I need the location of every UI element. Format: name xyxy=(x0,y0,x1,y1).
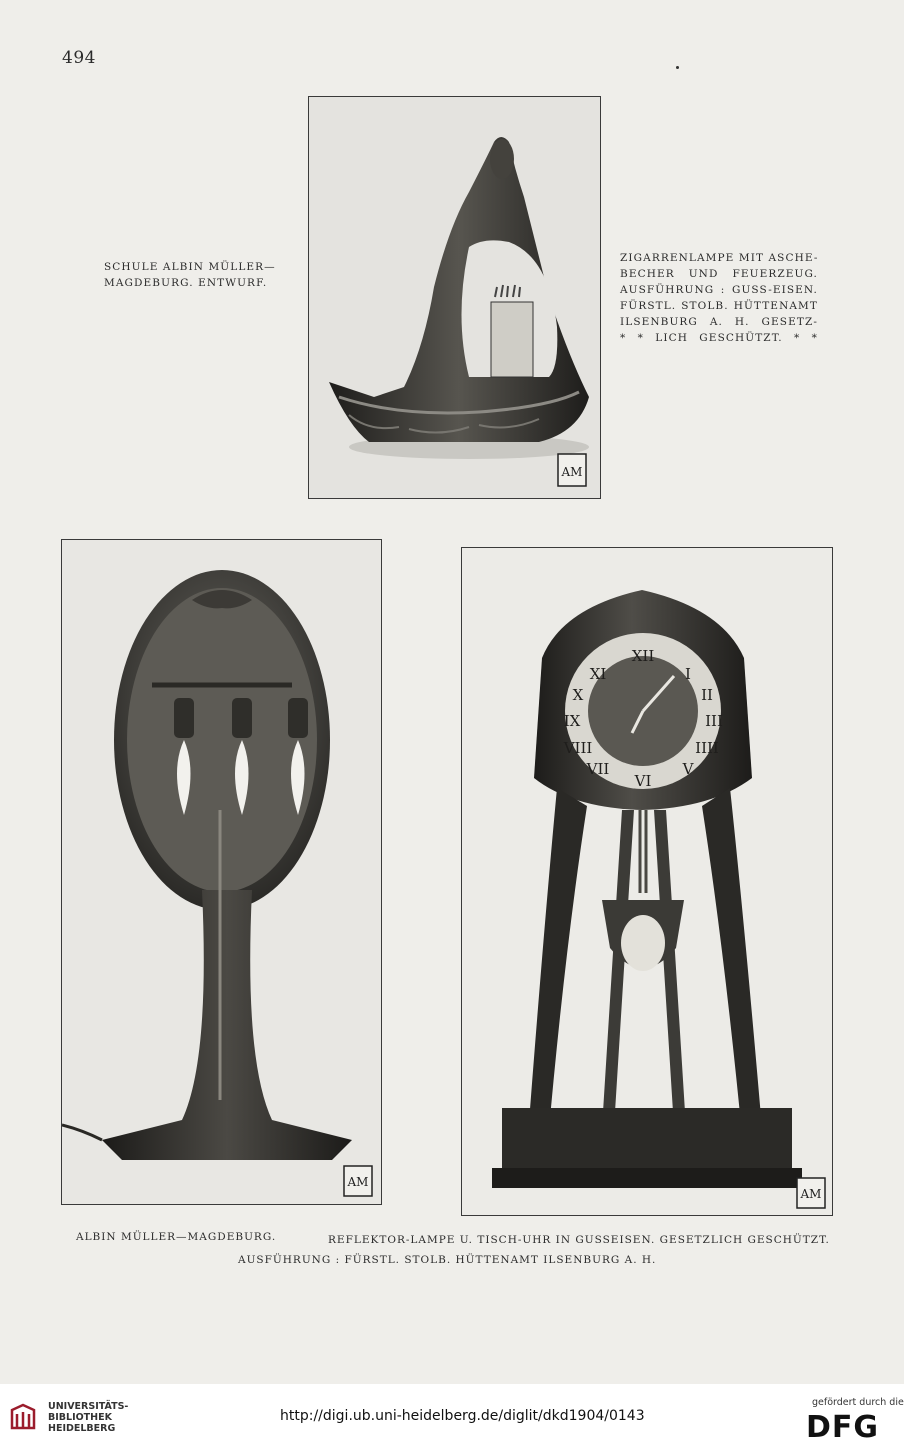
svg-text:I: I xyxy=(685,665,691,683)
caption-line: MAGDEBURG. ENTWURF. xyxy=(104,277,268,289)
photo-cigar-lamp xyxy=(308,96,601,499)
bottom-caption-author: ALBIN MÜLLER—MAGDEBURG. xyxy=(76,1231,277,1243)
svg-text:XI: XI xyxy=(589,665,607,683)
page-number: 494 xyxy=(62,48,96,68)
svg-text:III: III xyxy=(705,712,723,730)
table-clock-illustration xyxy=(462,548,832,1215)
caption-line: BECHER UND FEUERZEUG. xyxy=(620,268,818,280)
library-line: UNIVERSITÄTS- xyxy=(48,1401,129,1412)
svg-text:X: X xyxy=(572,686,584,704)
photo-reflector-lamp xyxy=(61,539,382,1205)
cigar-lamp-illustration xyxy=(309,97,600,498)
svg-text:IIII: IIII xyxy=(695,739,719,757)
svg-text:V: V xyxy=(682,760,694,778)
svg-text:II: II xyxy=(701,686,713,704)
monogram-text: AM xyxy=(800,1187,822,1201)
bottom-caption-title: REFLEKTOR-LAMPE U. TISCH-UHR IN GUSSEISEN. GESETZLICH GESCHÜTZT. xyxy=(328,1234,830,1246)
funder-label: gefördert durch die xyxy=(812,1397,904,1408)
caption-top-right xyxy=(620,250,818,346)
monogram-text: AM xyxy=(561,465,583,479)
bottom-caption-execution: AUSFÜHRUNG : FÜRSTL. STOLB. HÜTTENAMT ILSENBURG A. H. xyxy=(238,1254,657,1266)
library-line: HEIDELBERG xyxy=(48,1423,116,1434)
svg-text:XII: XII xyxy=(631,647,655,665)
dfg-logo: DFG xyxy=(806,1410,880,1445)
svg-text:VII: VII xyxy=(586,760,610,778)
speck xyxy=(676,66,679,69)
source-url-link[interactable]: http://digi.ub.uni-heidelberg.de/diglit/dkd1904/0143 xyxy=(280,1408,645,1424)
caption-line: * * LICH GESCHÜTZT. * * xyxy=(620,332,818,344)
caption-line: FÜRSTL. STOLB. HÜTTENAMT xyxy=(620,300,818,312)
svg-text:VI: VI xyxy=(634,772,652,790)
caption-line: ZIGARRENLAMPE MIT ASCHE- xyxy=(620,252,819,264)
footer-bar xyxy=(0,1384,904,1452)
photo-table-clock xyxy=(461,547,833,1216)
library-name xyxy=(48,1401,128,1434)
caption-line: AUSFÜHRUNG : GUSS-EISEN. xyxy=(620,284,818,296)
reflector-lamp-illustration xyxy=(62,540,381,1204)
caption-line: ILSENBURG A. H. GESETZ- xyxy=(620,316,818,328)
monogram-text: AM xyxy=(347,1175,369,1189)
caption-line: SCHULE ALBIN MÜLLER— xyxy=(104,261,276,273)
library-line: BIBLIOTHEK xyxy=(48,1412,112,1423)
library-logo-icon xyxy=(8,1402,38,1432)
svg-text:VIII: VIII xyxy=(563,739,593,757)
svg-text:IX: IX xyxy=(563,712,581,730)
caption-top-left xyxy=(104,259,294,291)
